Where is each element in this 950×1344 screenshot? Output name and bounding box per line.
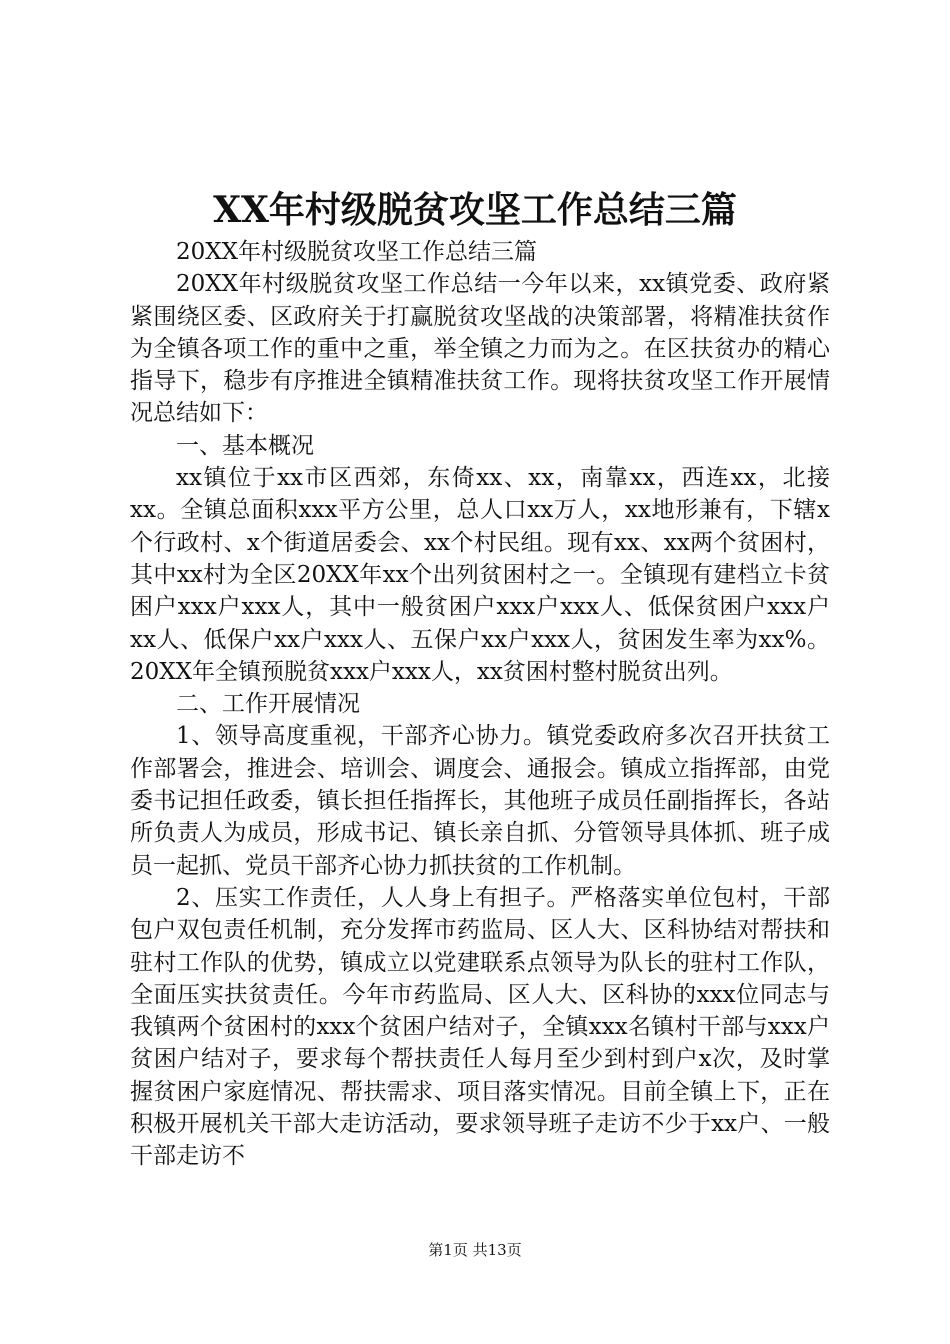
section-heading-overview: 一、基本概况 [176,432,314,459]
paragraph-overview: xx镇位于xx市区西郊，东倚xx、xx，南靠xx，西连xx，北接xx。全镇总面积xxx平方公里，总人口xx万人，xx地形兼有，下辖x个行政村、x个街道居委会、xx个村民组。现有xx、xx两个贫困村，其中xx村为全区20XX年xx个出列贫困村之一。全镇现有建档立卡贫困户xxx户xxx人，其中一般贫困户xxx户xxx人、低保贫困户xxx户xx人、低保户xx户xxx人、五保户xx户xxx人，贫困发生率为xx%。20XX年全镇预脱贫xxx户xxx人，xx贫困村整村脱贫出列。 [130,465,830,685]
paragraph-item-2: 2、压实工作责任，人人身上有担子。严格落实单位包村，干部包户双包责任机制，充分发挥市药监局、区人大、区科协结对帮扶和驻村工作队的优势，镇成立以党建联系点领导为队长的驻村工作队，全面压实扶贫责任。今年市药监局、区人大、区科协的xxx位同志与我镇两个贫困村的xxx个贫困户结对子，全镇xxx名镇村干部与xxx户贫困户结对子，要求每个帮扶责任人每月至少到村到户x次，及时掌握贫困户家庭情况、帮扶需求、项目落实情况。目前全镇上下，正在积极开展机关干部大走访活动，要求领导班子走访不少于xx户、一般干部走访不 [130,884,830,1170]
page-footer: 第1页 共13页 [428,1241,522,1259]
paragraph-intro: 20XX年村级脱贫攻坚工作总结一今年以来，xx镇党委、政府紧紧围绕区委、区政府关于打赢脱贫攻坚战的决策部署，将精准扶贫作为全镇各项工作的重中之重，举全镇之力而为之。在区扶贫办的精心指导下，稳步有序推进全镇精准扶贫工作。现将扶贫攻坚工作开展情况总结如下： [130,271,830,427]
paragraph-item-1: 1、领导高度重视，干部齐心协力。镇党委政府多次召开扶贫工作部署会，推进会、培训会、调度会、通报会。镇成立指挥部，由党委书记担任政委，镇长担任指挥长，其他班子成员任副指挥长，各站所负责人为成员，形成书记、镇长亲自抓、分管领导具体抓、班子成员一起抓、党员干部齐心协力抓扶贫的工作机制。 [130,723,830,879]
document-title: XX年村级脱贫攻坚工作总结三篇 [213,189,737,231]
section-heading-work: 二、工作开展情况 [176,691,360,718]
paragraph-subtitle: 20XX年村级脱贫攻坚工作总结三篇 [176,239,538,265]
document-body [130,236,830,1173]
